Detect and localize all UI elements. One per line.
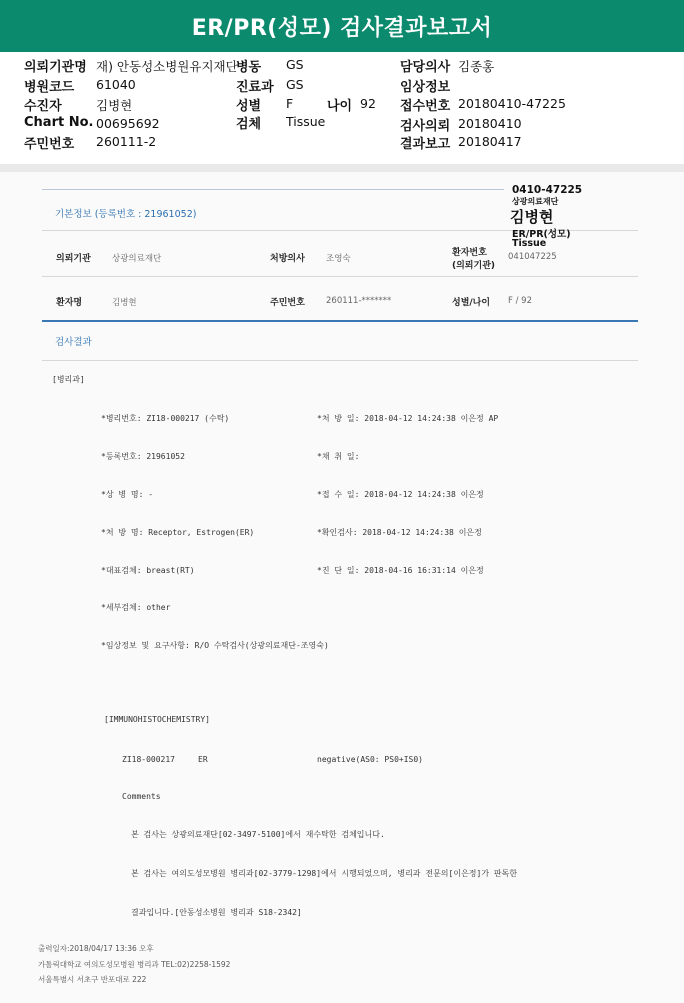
sexage-label: 성별/나이 (452, 298, 491, 308)
patient-value: 김병현 (96, 98, 133, 113)
pt-name-label: 환자명 (56, 298, 83, 308)
resident-value: 260111-2 (96, 134, 157, 149)
registration-number: *등록번호: 21961052 (101, 452, 185, 461)
sexage-value: F / 92 (508, 296, 532, 306)
lab-contact: 가톨릭대학교 여의도성모병원 병리과 TEL:02)2258-1592 (38, 960, 231, 969)
doctor-label: 담당의사 (400, 60, 451, 75)
top-rule (42, 189, 504, 190)
scanned-report-image (0, 172, 684, 1003)
pathology-number: *병리번호: ZI18-000217 (수탁) (101, 414, 230, 423)
patient-info-panel (0, 52, 684, 164)
basic-info-title: 기본정보 (등록번호 : 21961052) (55, 209, 197, 220)
dept-label: 진료과 (236, 80, 274, 95)
patient-label: 수진자 (24, 99, 62, 114)
comment-line-3: 결과입니다.[안동성소병원 병리과 S18-2342] (131, 908, 302, 917)
hospital-code-label: 병원코드 (24, 80, 75, 95)
request-value: 20180410 (458, 116, 522, 131)
pt-no-label: 환자번호 (452, 248, 487, 258)
verification-date: *확인검사: 2018-04-12 14:24:38 이은정 (317, 528, 482, 537)
diagnosis-date: *진 단 일: 2018-04-16 16:31:14 이은정 (317, 566, 484, 575)
institution-label: 의뢰기관명 (24, 60, 87, 75)
rrn-value: 260111-******* (326, 296, 392, 306)
sex-label: 성별 (236, 99, 262, 114)
stamp-test: ER/PR(성모) (512, 229, 571, 240)
institution-value: 재) 안동성소병원유지재단 (96, 59, 238, 74)
chart-value: 00695692 (96, 116, 160, 131)
report-label: 결과보고 (400, 137, 451, 152)
clinical-request: *임상정보 및 요구사항: R/O 수탁검사(상광의료재단-조영숙) (101, 641, 329, 650)
request-label: 검사의뢰 (400, 119, 451, 134)
section-rule (42, 320, 638, 322)
stamp-patient: 김병현 (510, 208, 554, 226)
presc-doc-value: 조영숙 (326, 254, 351, 264)
main-specimen: *대표검체: breast(RT) (101, 566, 195, 575)
resident-label: 주민번호 (24, 137, 75, 152)
stamp-specimen: Tissue (512, 238, 547, 249)
report-title: ER/PR(성모) 검사결과보고서 (0, 0, 684, 52)
doctor-value: 김종홍 (458, 59, 495, 74)
receipt-label: 접수번호 (400, 99, 451, 114)
ward-value: GS (286, 57, 304, 72)
print-date: 출력일자:2018/04/17 13:36 오후 (38, 944, 154, 953)
comment-line-1: 본 검사는 상광의료재단[02-3497-5100]에서 재수탁한 검체입니다. (131, 830, 385, 839)
prescription-name: *처 방 명: Receptor, Estrogen(ER) (101, 528, 255, 537)
stamp-receipt: 0410-47225 (512, 184, 583, 196)
pt-no-value: 041047225 (508, 252, 557, 262)
hospital-code-value: 61040 (96, 77, 136, 92)
rule (42, 360, 638, 361)
collection-date: *채 취 일: (317, 452, 360, 461)
chart-label: Chart No. (24, 115, 94, 130)
stamp-institution: 상광의료재단 (512, 197, 559, 206)
ihc-title: [IMMUNOHISTOCHEMISTRY] (104, 715, 210, 724)
prescription-date: *처 방 일: 2018-04-12 14:24:38 이은정 AP (317, 414, 499, 423)
rrn-label: 주민번호 (270, 298, 305, 308)
result-title: 검사결과 (55, 337, 92, 348)
dept-value: GS (286, 77, 304, 92)
ihc-marker: ER (198, 755, 208, 764)
pt-name-value: 김병현 (112, 298, 137, 308)
report-value: 20180417 (458, 134, 522, 149)
pt-no-sublabel: (의뢰기관) (452, 261, 496, 271)
ihc-id: ZI18-000217 (122, 755, 175, 764)
receipt-value: 20180410-47225 (458, 96, 566, 111)
req-inst-label: 의뢰기관 (56, 254, 91, 264)
presc-doc-label: 처방의사 (270, 254, 305, 264)
pathology-section: [병리과] (52, 375, 85, 384)
section-divider (0, 164, 684, 172)
specimen-label: 검체 (236, 117, 262, 132)
ward-label: 병동 (236, 60, 262, 75)
diagnosis-name: *상 병 명: - (101, 490, 154, 499)
age-value: 92 (360, 96, 376, 111)
clinical-label: 임상정보 (400, 80, 451, 95)
rule (42, 276, 638, 277)
comments-label: Comments (122, 792, 161, 801)
specimen-value: Tissue (286, 114, 326, 129)
ihc-result: negative(AS0: PS0+IS0) (317, 755, 423, 764)
sex-value: F (286, 96, 294, 111)
age-label: 나이 (327, 99, 353, 114)
req-inst-value: 상광의료재단 (112, 254, 162, 264)
comment-line-2: 본 검사는 여의도성모병원 병리과[02-3779-1298]에서 시행되었으며, 병리과 전문의[이은정]가 판독한 (131, 869, 518, 878)
receipt-date: *접 수 일: 2018-04-12 14:24:38 이은정 (317, 490, 484, 499)
lab-address: 서울특별시 서초구 반포대로 222 (38, 975, 147, 984)
detail-specimen: *세부검체: other (101, 603, 171, 612)
